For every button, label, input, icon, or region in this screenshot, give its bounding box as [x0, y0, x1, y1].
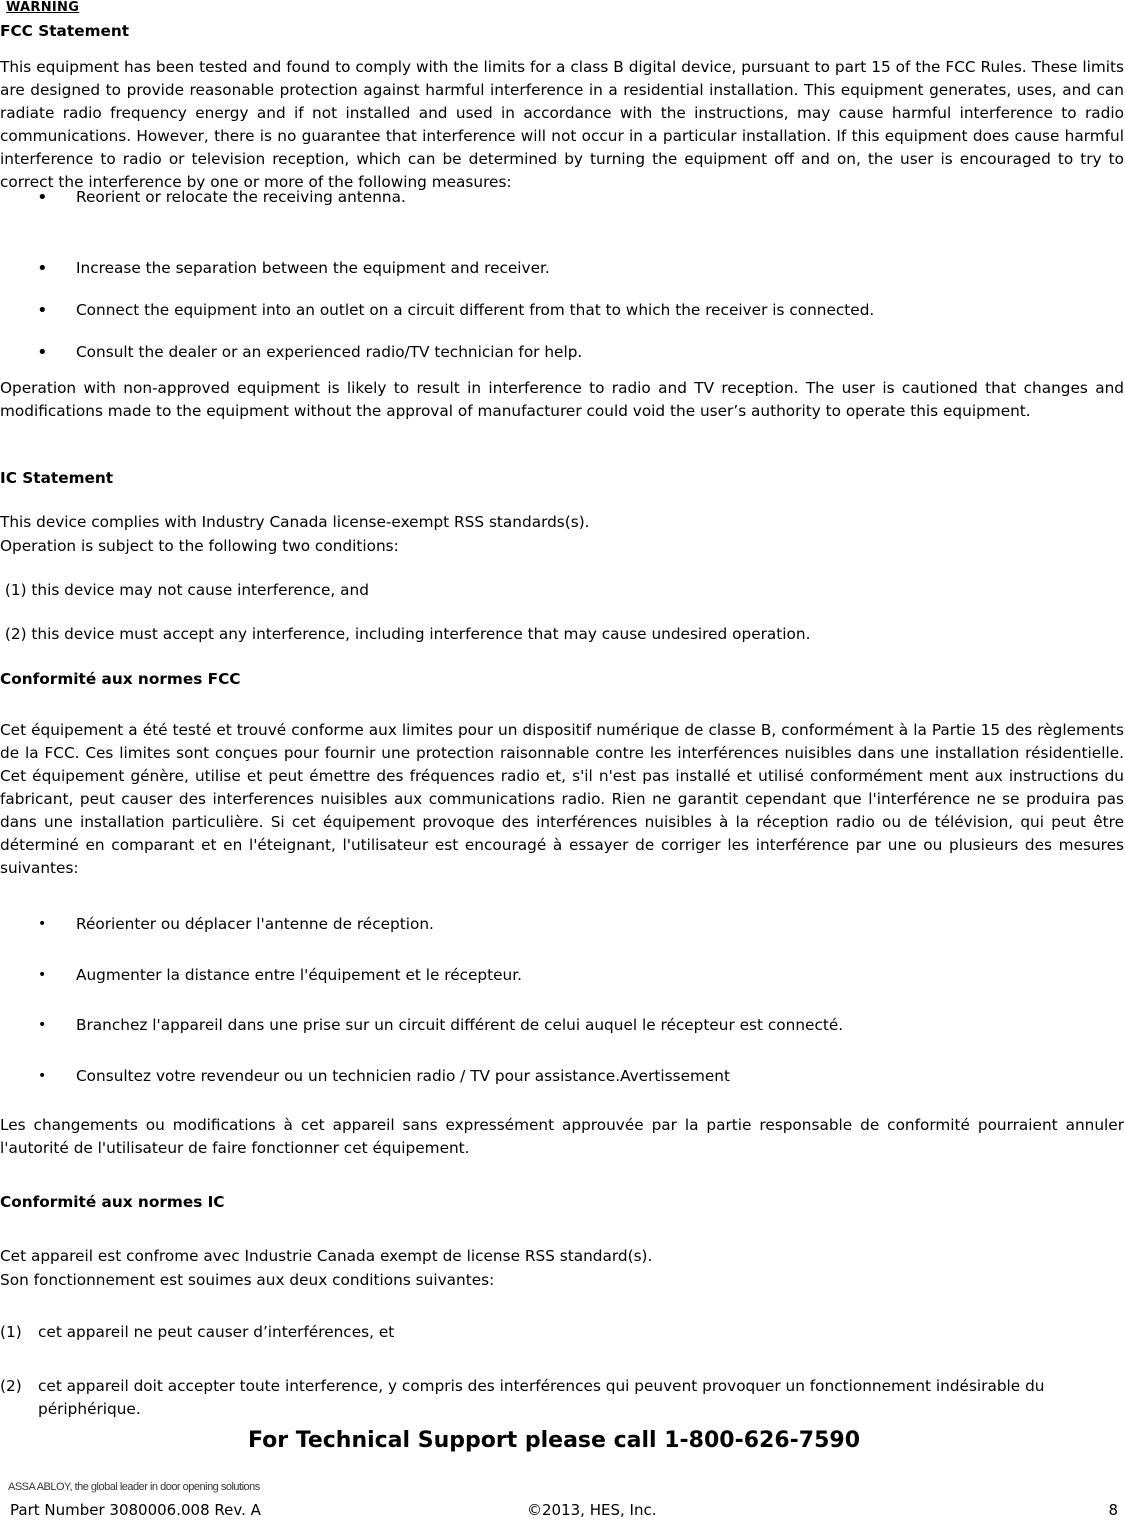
bullet-icon: •	[37, 258, 48, 279]
fcc-fr-changes-paragraph: Les changements ou modifications à cet appareil sans expressément approuvée par la partie responsable de conformité pourraient annuler l'autorité de l'utilisateur de faire fonctionner cet équipement.	[0, 1116, 1124, 1157]
fcc-fr-heading: Conformité aux normes FCC	[0, 670, 241, 688]
part-number: Part Number 3080006.008 Rev. A	[10, 1501, 261, 1519]
ic-heading: IC Statement	[0, 469, 114, 487]
list-number: (1)	[0, 1323, 22, 1341]
copyright: ©2013, HES, Inc.	[527, 1501, 657, 1519]
ic-line-1: This device complies with Industry Canada license-exempt RSS standards(s).	[0, 513, 590, 531]
bullet-icon: •	[37, 300, 48, 321]
bullet-icon: •	[37, 342, 48, 363]
page-number: 8	[1108, 1501, 1118, 1519]
fcc-intro-paragraph: This equipment has been tested and found to comply with the limits for a class B digital device, pursuant to part 15 of the FCC Rules. These limits are designed to provide reasonable protection against harmful interference in a residential installation. This equipment generates, uses, and can radiate radio frequency energy and if not installed and used in accordance with the instructions, may cause harmful interference to radio communications. However, there is no guarantee that interference will not occur in a particular installation. If this equipment does cause harmful interference to radio or television reception, which can be determined by turning the equipment off and on, the user is encouraged to try to correct the interference by one or more of the following measures:	[0, 58, 1124, 191]
ic-condition-2: (2) this device must accept any interference, including interference that may cause undesired operation.	[0, 625, 811, 643]
bullet-icon: •	[38, 1068, 47, 1084]
fcc-fr-intro-paragraph: Cet équipement a été testé et trouvé conforme aux limites pour un dispositif numérique de classe B, conformément à la Partie 15 des règlements de la FCC. Ces limites sont conçues pour fournir une protection raisonnable contre les interférences nuisibles dans une installation résidentielle. Cet équipement génère, utilise et peut émettre des fréquences radio et, s'il n'est pas installé et utilisé conformément ment aux instructions du fabricant, peut causer des interferences nuisibles aux communications radio. Rien ne garantit cependant que l'interférence ne se produira pas dans une installation particulière. Si cet équipement provoque des interférences nuisibles à la réception radio ou de télévision, qui peut être déterminé en comparant et en l'éteignant, l'utilisateur est encouragé à essayer de corriger les interférence par une ou plusieurs des mesures suivantes:	[0, 721, 1124, 877]
warning-heading: WARNING	[6, 0, 80, 15]
bullet-icon: •	[37, 187, 48, 208]
fcc-caution-paragraph: Operation with non-approved equipment is likely to result in interference to radio and TV reception. The user is cautioned that changes and modifications made to the equipment without the approval of manufacturer could void the user’s authority to operate this equipment.	[0, 379, 1124, 420]
ic-line-2: Operation is subject to the following two conditions:	[0, 537, 399, 555]
list-number: (2)	[0, 1377, 22, 1395]
ic-condition-1: (1) this device may not cause interference, and	[0, 581, 369, 599]
bullet-icon: •	[38, 916, 47, 932]
fcc-heading: FCC Statement	[0, 22, 130, 40]
ic-fr-heading: Conformité aux normes IC	[0, 1193, 225, 1211]
document-page: WARNING FCC Statement This equipment has been tested and found to comply with the limits for a class B digital device, pursuant to part 15 of the FCC Rules. These limits are designed to provide reasonable protection against harmful interference in a residential installation. This equipment generates, uses, and can radiate radio frequency energy and if not installed and used in accordance with the instructions, may cause harmful interference to radio communications. However, there is no guarantee that interference will not occur in a particular installation. If this equipment does cause harmful interference to radio or television reception, which can be determined by turning the equipment off and on, the user is encouraged to try to correct the interference by one or more of the following measures: • Reorient or relocate the receiving antenna. • Increase the separation between the equipment and receiver. • Connect the equipment into an outlet on a circuit different from that to which the receiver is connected. • Consult the dealer or an experienced radio/TV technician for help. Operation with non-approved equipment is likely to result in interference to radio and TV reception. The user is cautioned that changes and modifications made to the equipment without the approval of manufacturer could void the user’s authority to operate this equipment. IC Statement This device complies with Industry Canada license-exempt RSS standards(s). Operation is subject to the following two conditions: (1) this device may not cause interference, and (2) this device must accept any interference, including interference that may cause undesired operation. Conformité aux normes FCC Cet équipement a été testé et trouvé conforme aux limites pour un dispositif numérique de classe B, conformément à la Partie 15 des règlements de la FCC. Ces limites sont conçues pour fournir une protection raisonnable contre les interférences nuisibles dans une installation résidentielle. Cet équipement génère, utilise et peut émettre des fréquences radio et, s'il n'est pas installé et utilisé conformément ment aux instructions du fabricant, peut causer des interferences nuisibles aux communications radio. Rien ne garantit cependant que l'interférence ne se produira pas dans une installation particulière. Si cet équipement provoque des interférences nuisibles à la réception radio ou de télévision, qui peut être déterminé en comparant et en l'éteignant, l'utilisateur est encouragé à essayer de corriger les interférence par une ou plusieurs des mesures suivantes: • Réorienter ou déplacer l'antenne de réception. • Augmenter la distance entre l'équipement et le récepteur. • Branchez l'appareil dans une prise sur un circuit différent de celui auquel le récepteur est connecté. • Consultez votre revendeur ou un technicien radio / TV pour assistance.Avertissement Les changements ou modifications à cet appareil sans expressément approuvée par la partie responsable de conformité pourraient annuler l'autorité de l'utilisateur de faire fonctionner cet équipement. Conformité aux normes IC Cet appareil est confrome avec Industrie Canada exempt de license RSS standard(s). Son fonctionnement est souimes aux deux conditions suivantes: (1) cet appareil ne peut causer d’interférences, et (2) cet appareil doit accepter toute interference, y compris des interférences qui peuvent provoquer un fonctionnement indésirable du périphérique. For Technical Support please call 1-800-626-7590 ASSA ABLOY, the global leader in door opening solutions Part Number 3080006.008 Rev. A ©2013, HES, Inc. 8	[0, 0, 1124, 1519]
bullet-icon: •	[38, 1017, 47, 1033]
ic-fr-line-1: Cet appareil est confrome avec Industrie Canada exempt de license RSS standard(s).	[0, 1247, 653, 1265]
assa-abloy-tagline-logo: ASSA ABLOY, the global leader in door opening solutions	[8, 1481, 260, 1493]
ic-fr-line-2: Son fonctionnement est souimes aux deux conditions suivantes:	[0, 1271, 495, 1289]
bullet-icon: •	[38, 967, 47, 983]
technical-support-line: For Technical Support please call 1-800-626-7590	[247, 1428, 861, 1453]
